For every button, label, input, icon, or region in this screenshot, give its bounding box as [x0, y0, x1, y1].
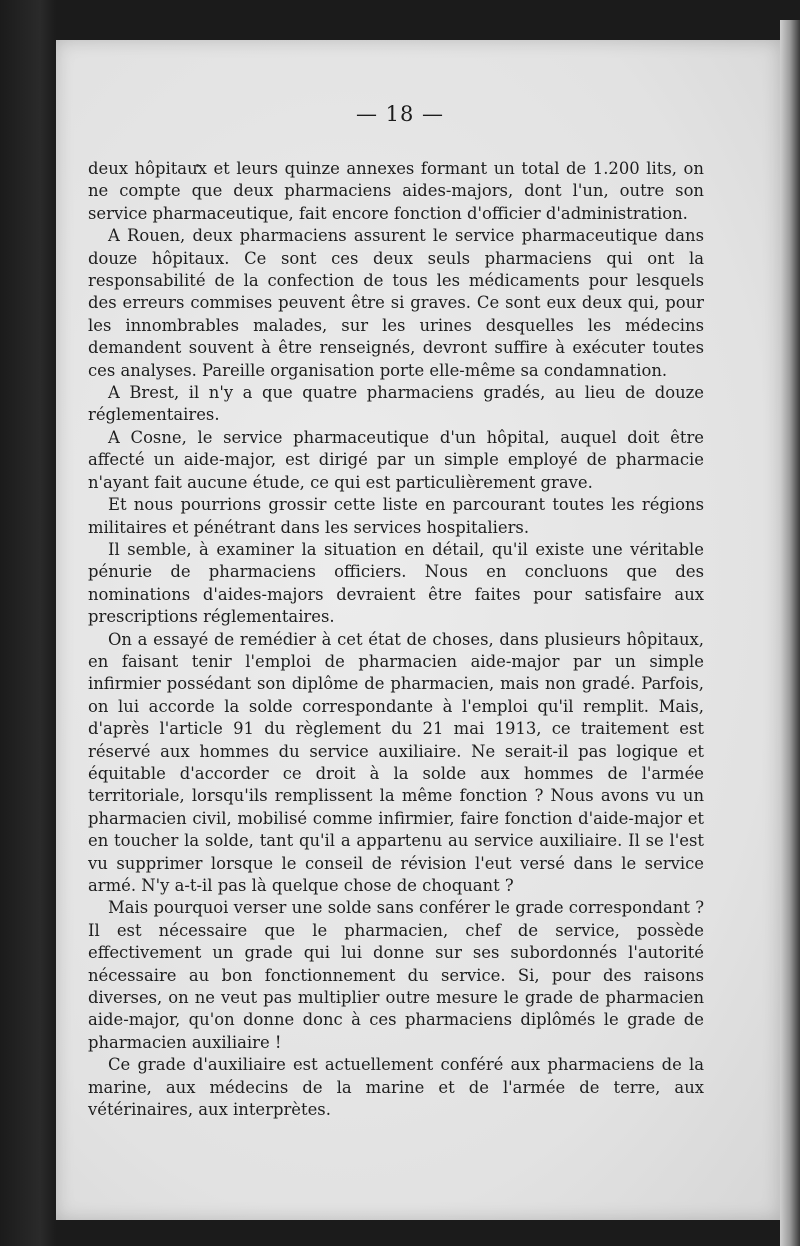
paragraph: Ce grade d'auxiliaire est actuellement conféré aux pharmaciens de la marine, aux médecins de la marine et de l'armée de terre, aux vétérinaires, aux interprètes. [88, 1055, 704, 1120]
page-edge [780, 20, 800, 1246]
paragraph: On a essayé de remédier à cet état de choses, dans plusieurs hôpitaux, en faisant tenir l'emploi de pharmacien aide-major par un simple infirmier possédant son diplôme de pharmacien, mais non gradé. Parfois, on lui accorde la solde correspondante à l'emploi qu'il remplit. Mais, d'après l'article 91 du règlement du 21 mai 1913, ce traitement est réservé aux hommes du service auxiliaire. Ne serait-il pas logique et équitable d'accorder ce droit à la solde aux hommes de l'armée territoriale, lorsqu'ils remplissent la même fonction ? Nous avons vu un pharmacien civil, mobilisé comme infirmier, faire fonction d'aide-major et en toucher la solde, tant qu'il a appartenu au service auxiliaire. Il se l'est vu supprimer lorsque le conseil de révision l'eut versé dans le service armé. N'y a-t-il pas là quelque chose de choquant ? [88, 629, 704, 895]
paragraph: Il semble, à examiner la situation en détail, qu'il existe une véritable pénurie de pharmaciens officiers. Nous en concluons que des nominations d'aides-majors devraient être faites pour satisfaire aux prescriptions réglementaires. [88, 539, 704, 627]
paragraph: deux hôpitaux et leurs quinze annexes formant un total de 1.200 lits, on ne compte que deux pharmaciens aides-majors, dont l'un, outre son service pharmaceutique, fait encore fonction d'officier d'administration. [88, 159, 704, 223]
body-text [88, 158, 704, 1121]
paragraph: A Cosne, le service pharmaceutique d'un hôpital, auquel doit être affecté un aide-major, est dirigé par un simple employé de pharmacie n'ayant fait aucune étude, ce qui est particulièrement grave. [88, 427, 704, 492]
page-number: — 18 — [355, 102, 445, 126]
paragraph: A Brest, il n'y a que quatre pharmaciens gradés, au lieu de douze réglementaires. [88, 383, 704, 425]
paragraph: Et nous pourrions grossir cette liste en parcourant toutes les régions militaires et pénétrant dans les services hospitaliers. [88, 495, 704, 537]
paragraph: Mais pourquoi verser une solde sans conférer le grade correspondant ? Il est nécessaire que le pharmacien, chef de service, possède effectivement un grade qui lui donne sur ses subordonnés l'autorité nécessaire au bon fonctionnement du service. Si, pour des raisons diverses, on ne veut pas multiplier outre mesure le grade de pharmacien aide-major, qu'on donne donc à ces pharmaciens diplômés le grade de pharmacien auxiliaire ! [88, 898, 704, 1052]
paragraph: A Rouen, deux pharmaciens assurent le service pharmaceutique dans douze hôpitaux. Ce sont ces deux seuls pharmaciens qui ont la responsabilité de la confection de tous les médicaments pour lesquels des erreurs commises peuvent être si graves. Ce sont eux deux qui, pour les innombrables malades, sur les urines desquelles les médecins demandent souvent à être renseignés, devront suffire à exécuter toutes ces analyses. Pareille organisation porte elle-même sa condamnation. [88, 226, 704, 380]
